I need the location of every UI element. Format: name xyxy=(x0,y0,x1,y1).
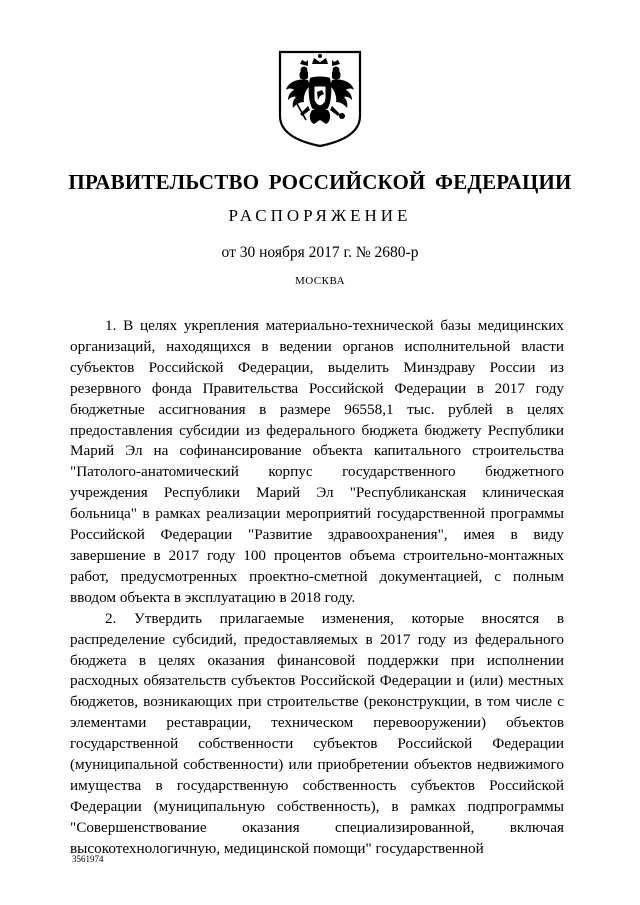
russian-coat-of-arms-icon xyxy=(278,50,362,148)
document-body xyxy=(70,316,564,860)
paragraph-1: 1. В целях укрепления материально-технической базы медицинских организаций, находящихся в ведении органов исполнительной власти субъектов Российской Федерации, выделить Минздраву России из резервного фонда Правительства Российской Федерации в 2017 году бюджетные ассигнования в размере 96558,1 тыс. рублей в целях предоставления субсидии из федерального бюджета бюджету Республики Марий Эл на софинансирование объекта капитального строительства "Патолого-анатомический корпус государственного бюджетного учреждения Республики Марий Эл "Республиканская клиническая больница" в рамках реализации мероприятий государственной программы Российской Федерации "Развитие здравоохранения", имея в виду завершение в 2017 году 100 процентов объема строительно-монтажных работ, предусмотренных проектно-сметной документацией, с полным вводом объекта в эксплуатацию в 2018 году. xyxy=(70,317,564,606)
document-city: МОСКВА xyxy=(294,275,346,287)
document-code: 3561974 xyxy=(72,854,104,864)
document-date-number: от 30 ноября 2017 г. № 2680-р xyxy=(221,244,419,261)
document-type: РАСПОРЯЖЕНИЕ xyxy=(228,206,412,225)
paragraph-2: 2. Утвердить прилагаемые изменения, которые вносятся в распределение субсидий, предоставляемых в 2017 году из федерального бюджета в целях оказания финансовой поддержки при исполнении расходных обязательств субъектов Российской Федерации и (или) местных бюджетов, возникающих при строительстве (реконструкции, в том числе с элементами реставрации, техническом перевооружении) объектов государственной собственности субъектов Российской Федерации (муниципальной собственности) или приобретении объектов недвижимого имущества в государственную собственность субъектов Российской Федерации (муниципальную собственность), в рамках подпрограммы "Совершенствование оказания специализированной, включая высокотехнологичную, медицинской помощи" государственной xyxy=(70,609,564,857)
government-title: ПРАВИТЕЛЬСТВО РОССИЙСКОЙ ФЕДЕРАЦИИ xyxy=(68,170,572,194)
